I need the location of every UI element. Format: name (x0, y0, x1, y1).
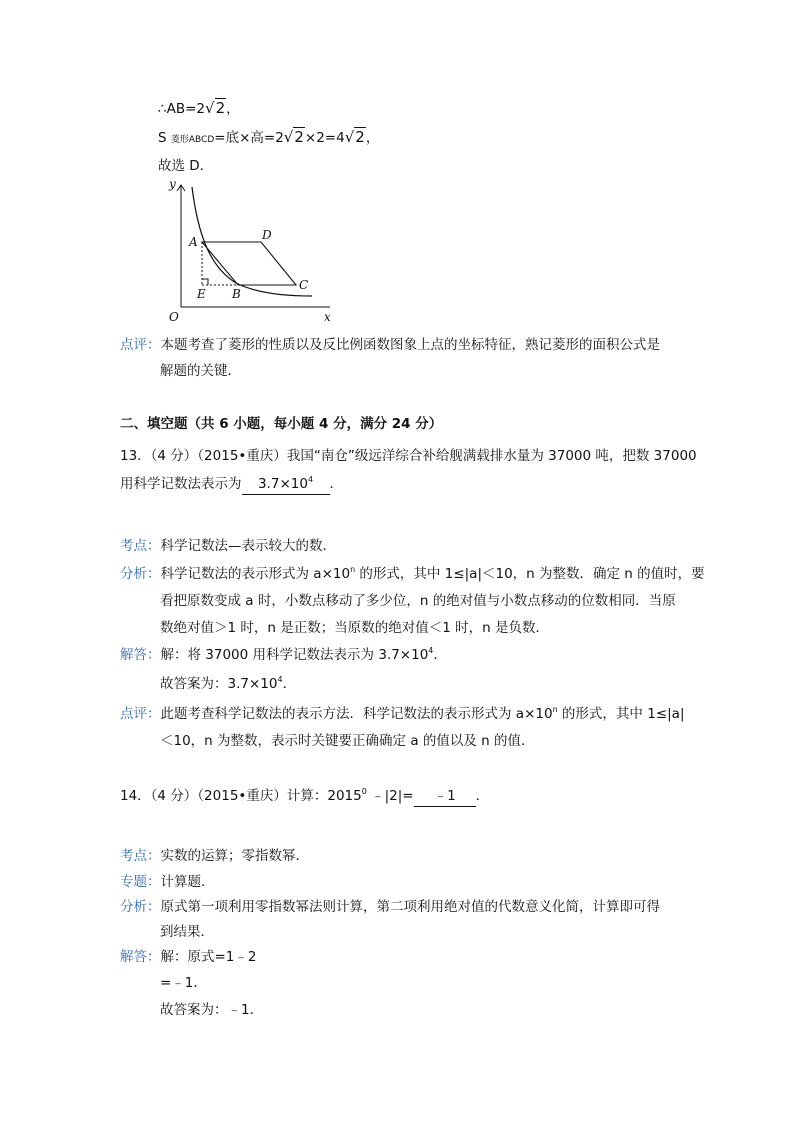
jieda-text: 故答案为：3.7×10 (160, 676, 278, 692)
area-text-2: ×2=4 (304, 130, 345, 146)
label-e: E (197, 287, 206, 301)
area-symbol: S (158, 130, 167, 146)
label-d: D (262, 228, 272, 242)
label-o: O (169, 310, 179, 324)
q13-fenxi-line-2: 看把原数变成 a 时，小数点移动了多少位，n 的绝对值与小数点移动的位数相同．当原 (160, 593, 676, 609)
q14-fenxi-line-1 (120, 897, 660, 917)
answer-base: 3.7×10 (257, 476, 308, 492)
area-text-1: =底×高=2 (214, 130, 284, 146)
zhuanti-text: 计算题． (160, 874, 215, 890)
sqrt-expression: √2 (205, 99, 226, 117)
sqrt-expression: √2 (283, 128, 304, 146)
area-formula (158, 127, 379, 150)
tag-fenxi: 分析： (120, 566, 161, 582)
q12-comment-line-2: 解题的关键． (160, 363, 241, 379)
kaodian-text: 实数的运算；零指数幂． (160, 848, 309, 864)
q13-prefix: 用科学记数法表示为 (120, 476, 242, 492)
q13-dianping-line-2: ＜10，n 为整数，表示时关键要正确确定 a 的值以及 n 的值． (160, 733, 535, 749)
tag-jieda: 解答： (120, 949, 161, 965)
radicand: 2 (294, 128, 304, 146)
q13-dianping-line-1 (120, 704, 685, 724)
rhombus-hyperbola-figure (158, 175, 340, 325)
q13-suffix: ． (329, 476, 343, 492)
jieda-text: ． (433, 647, 447, 663)
tag-dianping: 点评： (120, 337, 161, 353)
q14-fenxi-line-2: 到结果． (160, 924, 214, 940)
ab-text: ∴AB=2 (158, 101, 205, 117)
exponent: 4 (277, 675, 283, 684)
right-angle-mark (202, 279, 208, 285)
exponent: n (552, 705, 558, 714)
answer-exponent: 4 (307, 475, 314, 484)
q13-line-2 (120, 474, 343, 495)
exponent: n (350, 565, 356, 574)
tag-dianping: 点评： (120, 706, 161, 722)
q14-zhuanti (120, 872, 215, 892)
label-b: B (232, 287, 241, 301)
jieda-text: ． (282, 676, 297, 692)
fenxi-text: 科学记数法的表示形式为 a×10 (160, 566, 351, 582)
dianping-text: 的形式，其中 1≤|a| (557, 706, 685, 722)
label-a: A (189, 235, 198, 249)
tag-kaodian: 考点： (120, 538, 161, 554)
q14-jieda-line-3: 故答案为：﹣1． (160, 1002, 264, 1018)
q14-kaodian (120, 846, 309, 866)
fenxi-text: 原式第一项利用零指数幂法则计算，第二项利用绝对值的代数意义化简，计算即可得 (160, 899, 660, 915)
label-y: y (169, 177, 176, 191)
radicand: 2 (215, 99, 226, 117)
tag-kaodian: 考点： (120, 848, 161, 864)
dianping-text: 此题考查科学记数法的表示方法．科学记数法的表示形式为 a×10 (160, 706, 553, 722)
exponent: 0 (361, 787, 367, 796)
exponent: 4 (428, 646, 434, 655)
fenxi-text: 的形式，其中 1≤|a|＜10，n 为整数．确定 n 的值时，要 (355, 566, 705, 582)
comment-text: 本题考查了菱形的性质以及反比例函数图象上点的坐标特征，熟记菱形的面积公式是 (160, 337, 660, 353)
q12-comment-line-1 (120, 335, 660, 355)
q13-jieda-line-1 (120, 645, 447, 665)
radicand: 2 (355, 128, 365, 146)
q14-jieda-line-1 (120, 947, 257, 967)
q13-answer-blank (242, 474, 330, 495)
label-x: x (324, 310, 331, 324)
q14-jieda-line-2: =﹣1． (160, 975, 207, 991)
q13-fenxi-line-3: 数绝对值＞1 时，n 是正数；当原数的绝对值＜1 时，n 是负数． (160, 620, 549, 636)
q14-text: 14．（4 分）（2015•重庆）计算：2015 (120, 788, 362, 804)
q14-answer-blank: ﹣1 (414, 786, 476, 807)
q13-jieda-line-2 (160, 674, 296, 694)
tag-zhuanti: 专题： (120, 874, 161, 890)
tag-jieda: 解答： (120, 647, 161, 663)
tag-fenxi: 分析： (120, 899, 161, 915)
label-c: C (299, 278, 309, 292)
sqrt-expression: √2 (344, 128, 365, 146)
ab-result (158, 98, 240, 119)
choose-d: 故选 D． (158, 158, 214, 174)
ab-suffix: ， (226, 101, 240, 117)
area-end: ， (365, 130, 380, 146)
q14-text: ﹣|2|= (366, 788, 414, 804)
q13-line-1: 13．（4 分）（2015•重庆）我国“南仓”级远洋综合补给舰满载排水量为 37000 吨，把数 37000 (120, 448, 697, 464)
q14-line-1 (120, 786, 489, 807)
q13-kaodian (120, 536, 336, 556)
kaodian-text: 科学记数法—表示较大的数． (160, 538, 336, 554)
section-title: 二、填空题（共 6 小题，每小题 4 分，满分 24 分） (120, 416, 443, 432)
q14-suffix: ． (475, 788, 490, 804)
area-subscript: 菱形ABCD (170, 135, 215, 145)
jieda-text: 解：将 37000 用科学记数法表示为 3.7×10 (160, 647, 429, 663)
q13-fenxi-line-1 (120, 564, 705, 584)
jieda-text: 解：原式=1﹣2 (160, 949, 257, 965)
